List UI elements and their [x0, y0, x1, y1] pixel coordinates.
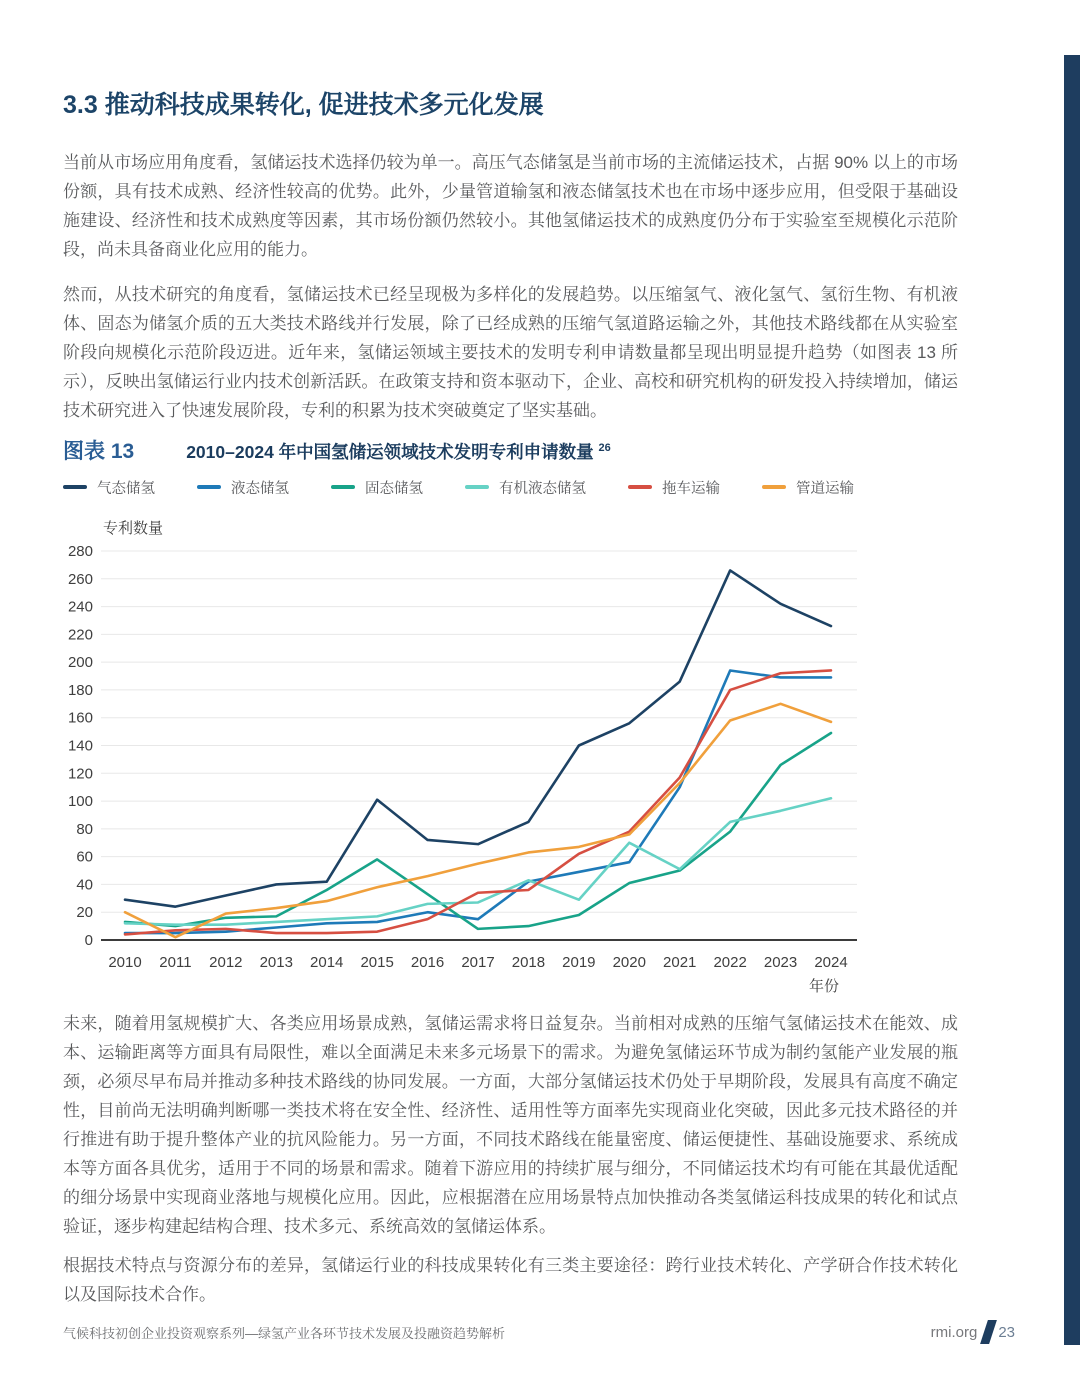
- legend-item-1: [197, 477, 289, 498]
- x-tick-label: 2014: [310, 954, 344, 971]
- legend-label: 拖车运输: [662, 480, 720, 497]
- x-tick-label: 2021: [663, 954, 697, 971]
- legend-label: 管道运输: [796, 480, 854, 497]
- x-tick-label: 2020: [612, 954, 646, 971]
- y-tick-label: 40: [76, 876, 93, 894]
- x-tick-label: 2015: [360, 954, 394, 971]
- x-axis-title: 年份: [808, 978, 839, 993]
- legend-swatch-icon: [465, 485, 489, 489]
- chart-legend: [63, 477, 958, 497]
- page-accent-bar: [1064, 55, 1080, 1345]
- x-tick-label: 2013: [259, 954, 293, 971]
- x-tick-label: 2024: [814, 954, 848, 971]
- legend-swatch-icon: [331, 485, 355, 489]
- legend-label: 液态储氢: [231, 480, 289, 497]
- paragraph-future-outlook: 未来，随着用氢规模扩大、各类应用场景成熟，氢储运需求将日益复杂。当前相对成熟的压缩气氢储运技术在能效、成本、运输距离等方面具有局限性，难以全面满足未来多元场景下的需求。为避免氢储运环节成为制约氢能产业发展的瓶颈，必须尽早布局并推动多种技术路线的协同发展。一方面，大部分氢储运技术仍处于早期阶段，发展具有高度不确定性，目前尚无法明确判断哪一类技术将在安全性、经济性、适用性等方面率先实现商业化突破，因此多元技术路径的并行推进有助于提升整体产业的抗风险能力。另一方面，不同技术路线在能量密度、储运便捷性、基础设施要求、系统成本等方面各具优劣，适用于不同的场景和需求。随着下游应用的持续扩展与细分，不同储运技术均有可能在其最优适配的细分场景中实现商业落地与规模化应用。因此，应根据潜在应用场景特点加快推动各类氢储运科技成果的转化和试点验证，逐步构建起结构合理、技术多元、系统高效的氢储运体系。: [63, 1014, 958, 1236]
- y-tick-label: 60: [76, 848, 93, 866]
- x-tick-label: 2016: [410, 954, 445, 971]
- y-tick-label: 160: [67, 709, 93, 727]
- legend-item-4: [628, 477, 720, 498]
- paragraph-market-view: 当前从市场应用角度看，氢储运技术选择仍较为单一。高压气态储氢是当前市场的主流储运技术，占据 90% 以上的市场份额，具有技术成熟、经济性较高的优势。此外，少量管道输氢和液态储氢技术也在市场中逐步应用，但受限于基础设施建设、经济性和技术成熟度等因素，其市场份额仍然较小。其他氢储运技术的成熟度仍分布于实验室至规模化示范阶段，尚未具备商业化应用的能力。: [63, 153, 958, 259]
- legend-label: 气态储氢: [97, 480, 155, 497]
- legend-swatch-icon: [628, 485, 652, 489]
- footer-slash-icon: [980, 1320, 997, 1344]
- page-content: [63, 0, 958, 1325]
- series-line-2: [125, 733, 831, 929]
- x-tick-label: 2017: [461, 954, 495, 971]
- legend-swatch-icon: [197, 485, 221, 489]
- y-tick-label: 120: [67, 765, 93, 783]
- y-tick-label: 280: [67, 543, 93, 560]
- x-tick-label: 2012: [209, 954, 243, 971]
- y-tick-label: 20: [76, 904, 93, 922]
- footer-page-number: 23: [998, 1323, 1015, 1341]
- x-tick-label: 2019: [562, 954, 596, 971]
- footer-series-title: 气候科技初创企业投资观察系列—绿氢产业各环节技术发展及投融资趋势解析: [63, 1325, 506, 1341]
- y-tick-label: 260: [67, 570, 93, 588]
- x-tick-label: 2018: [511, 954, 546, 971]
- figure-header: [63, 435, 958, 465]
- legend-label: 固态储氢: [365, 480, 423, 497]
- figure-title-text: 2010–2024 年中国氢储运领域技术发明专利申请数量: [186, 442, 594, 462]
- figure-label: 图表 13: [63, 440, 135, 463]
- paragraph-research-view: 然而，从技术研究的角度看，氢储运技术已经呈现极为多样化的发展趋势。以压缩氢气、液化氢气、氢衍生物、有机液体、固态为储氢介质的五大类技术路线并行发展，除了已经成熟的压缩气氢道路运输之外，其他技术路线都在从实验室阶段向规模化示范阶段迈进。近年来，氢储运领域主要技术的发明专利申请数量都呈现出明显提升趋势（如图表 13 所示），反映出氢储运行业内技术创新活跃。在政策支持和资本驱动下，企业、高校和研究机构的研发投入持续增加，储运技术研究进入了快速发展阶段，专利的积累为技术突破奠定了坚实基础。: [63, 285, 958, 420]
- legend-swatch-icon: [63, 485, 87, 489]
- legend-swatch-icon: [762, 485, 786, 489]
- legend-item-5: [762, 477, 854, 498]
- legend-item-0: [63, 477, 155, 498]
- x-tick-label: 2022: [713, 954, 747, 971]
- x-tick-label: 2010: [108, 954, 142, 971]
- series-line-3: [125, 798, 831, 924]
- y-axis-title: 专利数量: [103, 520, 164, 537]
- legend-item-2: [331, 477, 423, 498]
- y-tick-label: 220: [67, 626, 93, 644]
- section-heading: 3.3 推动科技成果转化, 促进技术多元化发展: [63, 91, 544, 119]
- footnote-ref: 26: [598, 442, 611, 455]
- y-tick-label: 0: [84, 932, 93, 949]
- legend-item-3: [465, 477, 586, 498]
- y-tick-label: 180: [67, 681, 93, 699]
- paragraph-transformation-paths: 根据技术特点与资源分布的差异，氢储运行业的科技成果转化有三类主要途径：跨行业技术转化、产学研合作技术转化以及国际技术合作。: [63, 1256, 958, 1304]
- y-tick-label: 240: [67, 598, 93, 616]
- y-tick-label: 200: [67, 654, 93, 672]
- page-footer: [63, 1320, 1015, 1344]
- figure-title: [186, 439, 611, 464]
- x-tick-label: 2023: [763, 954, 798, 971]
- y-tick-label: 80: [76, 820, 93, 838]
- footer-site-link[interactable]: rmi.org: [930, 1323, 978, 1341]
- x-tick-label: 2011: [159, 954, 192, 971]
- footer-right: [931, 1320, 1015, 1344]
- legend-label: 有机液态储氢: [499, 480, 586, 497]
- y-tick-label: 100: [67, 793, 93, 811]
- patent-line-chart: [63, 541, 863, 993]
- y-tick-label: 140: [67, 737, 93, 755]
